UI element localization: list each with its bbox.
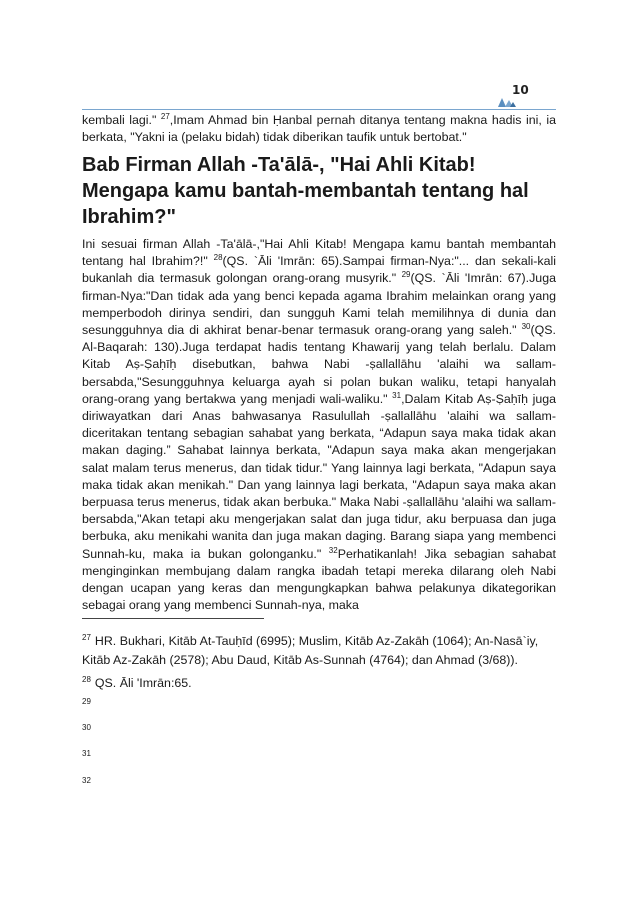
intro-paragraph: kembali lagi." $^{27}$,Imam Ahmad bin Ḥanbal pernah ditanya tentang makna hadis ini, ia berkata, "Yakni ia (pelaku bidah) tidak diberikan taufik untuk bertobat."	[82, 112, 556, 145]
footnote-ref[interactable]: 32	[328, 545, 338, 555]
footnote-28: $^{28}$ QS. Āli 'Imrān:65.	[82, 675, 192, 690]
footnote-ref[interactable]: 28	[213, 253, 223, 263]
section-heading: Bab Firman Allah -Ta'ālā-, "Hai Ahli Kitab! Mengapa kamu bantah-membantah tentang hal Ibrahim?"	[82, 154, 529, 228]
footnote-32: 32	[82, 776, 91, 785]
header-rule	[82, 109, 556, 110]
footnote-ref[interactable]: 31	[392, 390, 402, 400]
body-paragraph: Ini sesuai firman Allah -Ta'ālā-,"Hai Ahli Kitab! Mengapa kamu bantah membantah tentang hal Ibrahim?!" $^{28}$(QS. `Āli 'Imrān: 65).Sampai firman-Nya:"... dan sekali-kali bukanlah dia termasuk golongan orang-orang musyrik." $^{29}$(QS. `Āli 'Imrān: 67).Juga firman-Nya:"Dan tidak ada yang benci kepada agama Ibrahim melainkan orang yang memperbodoh dirinya sendiri, dan sungguh Kami telah memilihnya di dunia dan sesungguhnya dia di akhirat benar-benar termasuk orang-orang yang saleh." $^{30}$(QS. Al-Baqarah: 130).Juga terdapat hadis tentang Khawarij yang telah berlalu. Dalam Kitab Aṣ-Ṣaḥīḥ disebutkan, bahwa Nabi -ṣallallāhu 'alaihi wa sallam- bersabda,"Sesungguhnya keluarga ayah si polan bukan waliku, tetapi hanyalah orang-orang yang bertakwa yang menjadi wali-waliku." $^{31}$,Dalam Kitab Aṣ-Ṣaḥīḥ juga diriwayatkan dari Anas bahwasanya Rasulullah -ṣallallāhu 'alaihi wa sallam- diceritakan tentang sebagian sahabat yang berkata, “Adapun saya maka tidak akan makan daging.” Sahabat lainnya berkata, "Adapun saya maka akan mengerjakan salat malam terus menerus, dan tidak tidur." Yang lainnya lagi berkata, "Adapun saya maka tidak akan menikah." Dan yang lainnya lagi berkata, "Adapun saya maka akan berpuasa terus menerus, tidak akan berbuka." Maka Nabi -ṣallallāhu 'alaihi wa sallam- bersabda,"Akan tetapi aku mengerjakan salat dan juga tidur, aku berpuasa dan juga berbuka, aku menikahi wanita dan juga makan daging. Barang siapa yang membenci Sunnah-ku, maka ia bukan golonganku." $^{32}$Perhatikanlah! Jika sebagian sahabat menginginkan membujang dalam rangka ibadah tetapi mereka dilarang oleh Nabi dengan ucapan yang keras dan mengungkapkan bahwa pelakunya dikategorikan sebagai orang yang membenci Sunnah-nya, maka	[82, 237, 557, 613]
footnote-ref[interactable]: 29	[401, 270, 411, 280]
footnote-29: 29	[82, 697, 91, 706]
footnote-ref[interactable]: 27	[160, 112, 170, 121]
page-number: 10	[512, 83, 529, 97]
footnote-separator	[82, 618, 264, 619]
footnote-30: 30	[82, 723, 91, 732]
footnote-ref[interactable]: 30	[521, 322, 531, 332]
footnote-31: 31	[82, 749, 91, 758]
footnote-27: $^{27}$ HR. Bukhari, Kitāb At-Tauḥīd (6995); Muslim, Kitāb Az-Zakāh (1064); An-Nasā`iy, Kitāb Az-Zakāh (2578); Abu Daud, Kitāb As-Sunnah (4764); dan Ahmad (3/68)).	[82, 633, 539, 667]
publisher-logo-icon	[496, 96, 518, 108]
